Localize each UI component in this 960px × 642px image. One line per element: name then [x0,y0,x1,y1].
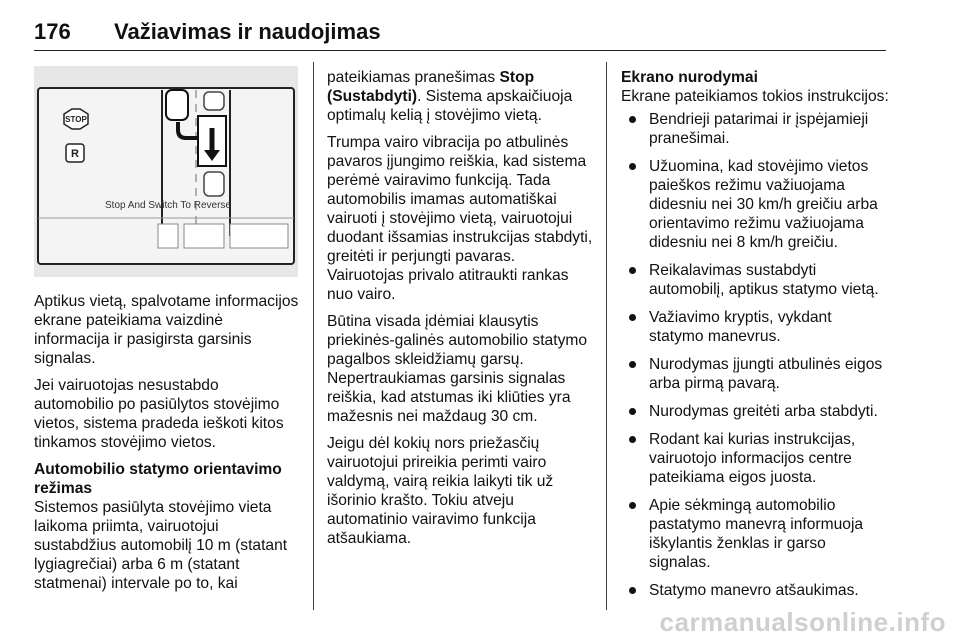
section-heading: Automobilio statymo orientavimo režimas [34,461,282,497]
bullet-icon [629,587,636,594]
section-heading: Ekrano nurodymai [621,69,758,86]
stop-icon: STOP [65,115,87,124]
bullet-icon [629,267,636,274]
list-item: Nurodymas įjungti atbulinės eigos arba pirmą pavarą. [621,355,889,393]
paragraph: Jei vairuotojas nesustabdo automobilio po pasiūlytos stovėjimo vietos, sistema pradeda ieškoti kitos tinkamos stovėjimo vietos. [34,377,284,451]
display-drawing [34,66,298,277]
bullet-icon [629,502,636,509]
list-item: Rodant kai kurias instrukcijas, vairuotojo informacijos centre pateikiama eigos juosta. [621,430,889,487]
bullet-icon [629,408,636,415]
list-item: Užuomina, kad stovėjimo vietos paieškos režimu važiuojama didesniu nei 30 km/h greičiu arba orientavimo režimu važiuojama didesniu nei 8 km/h greičiu. [621,157,889,252]
page-number: 176 [34,19,71,44]
bullet-icon [629,436,636,443]
display-message: Stop And Switch To Reverse [105,200,231,211]
watermark: carmanualsonline.info [659,607,946,637]
list-item: Važiavimo kryptis, vykdant statymo manevrus. [621,308,889,346]
paragraph: Jeigu dėl kokių nors priežasčių vairuotojui prireikia perimti vairo valdymą, vairą reikia laikyti tik už išorinio krašto. Tokiu atveju automatinio vairavimo funkcija atšaukiama. [327,435,554,547]
page-title: Važiavimas ir naudojimas [114,19,381,44]
column-divider [313,62,314,610]
paragraph: pateikiamas pranešimas Stop (Sustabdyti). Sistema apskaičiuoja optimalų kelią į stovėjimo vietą. [327,69,573,124]
reverse-gear-icon: R [71,148,79,160]
paragraph: Būtina visada įdėmiai klausytis priekinės-galinės automobilio statymo pagalbos skleidžiamų garsų. Nepertraukiamas garsinis signalas reiškia, kad atstumas iki kliūties yra mažesnis nei maždaug 30 cm. [327,313,588,425]
paragraph: Trumpa vairo vibracija po atbulinės pavaros įjungimo reiškia, kad sistema perėmė vairavimo funkciją. Tada automobilis imamas automatiškai vairuoti į stovėjimo vietą, vairuotojui duodant išsamias instrukcijas stabdyti, greitėti ir perjungti pavaras. Vairuotojas privalo atitraukti rankas nuo vairo. [327,134,593,303]
list-item: Apie sėkmingą automobilio pastatymo manevrą informuoja iškylantis ženklas ir garso signalas. [621,496,889,572]
column-divider [606,62,607,610]
column-right [621,68,889,609]
list-item: Statymo manevro atšaukimas. [621,581,889,600]
bullet-icon [629,116,636,123]
paragraph: Sistemos pasiūlyta stovėjimo vieta laikoma priimta, vairuotojui sustabdžius automobilį 10 m (statant lygiagrečiai) arba 6 m (statant statmenai) intervale po to, kai [34,499,288,592]
bold-term: Stop (Sustabdyti) [327,69,535,105]
bullet-icon [629,163,636,170]
list-item: Reikalavimas sustabdyti automobilį, aptikus statymo vietą. [621,261,889,299]
column-middle [327,68,595,556]
bullet-icon [629,314,636,321]
list-item: Nurodymas greitėti arba stabdyti. [621,402,889,421]
paragraph: Aptikus vietą, spalvotame informacijos ekrane pateikiama vaizdinė informacija ir pasigirsta garsinis signalas. [34,293,299,367]
bullet-icon [629,361,636,368]
instruction-list [621,110,889,600]
paragraph: Ekrane pateikiamos tokios instrukcijos: [621,88,889,105]
column-left [34,292,300,601]
list-item: Bendrieji patarimai ir įspėjamieji pranešimai. [621,110,889,148]
parking-display-illustration [34,66,298,277]
page-header [34,14,886,51]
